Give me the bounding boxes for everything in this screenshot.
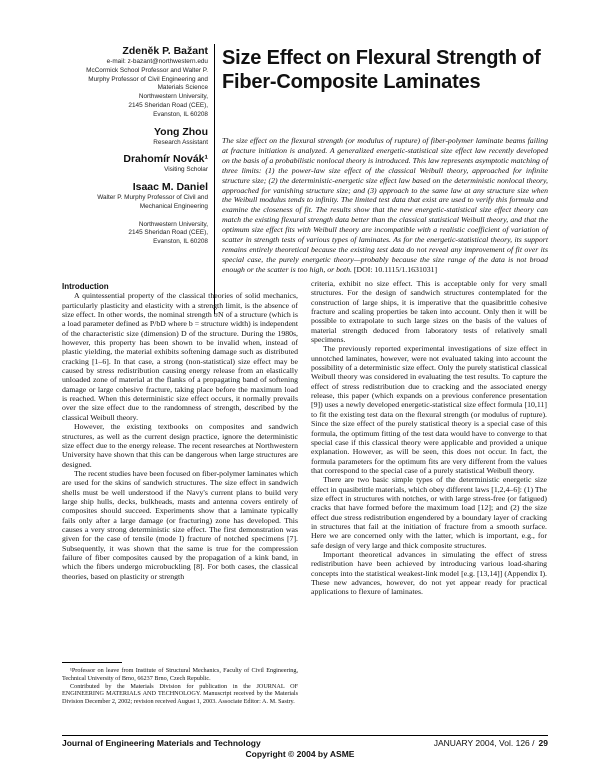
footnotes (62, 667, 298, 706)
section-heading: Introduction (62, 282, 109, 291)
doi[interactable]: [DOI: 10.1115/1.1631031] (353, 264, 438, 274)
author-affiliation: 2145 Sheridan Road (CEE), (128, 229, 208, 237)
author-email[interactable]: e-mail: z-bazant@northwestern.edu (106, 58, 208, 65)
issue-info: JANUARY 2004, Vol. 126 / 29 (433, 738, 548, 748)
paragraph: There are two basic simple types of the deterministic energetic size effect in quasibrittle materials, which obey different laws [1,2,4–6]: (1) The size effect in structures with notches, or with large stress-free (or fatigued) cracks that have formed before the maximum load [12]; and (2) the size effect due stress redistribution engendered by a boundary layer of cracking in structures that fail at the initiation of fracture from a smooth surface. Here we are concerned only with the latter, which is important, e.g., for safe design of very large and thick composite structures. (311, 475, 547, 550)
footnote: ¹Professor on leave from Institute of Structural Mechanics, Faculty of Civil Engineering, Technical University of Brno, 66237 Brno, Czech Republic. (62, 667, 298, 682)
author-affiliation: Materials Science (157, 84, 208, 92)
author-name: Isaac M. Daniel (132, 181, 208, 194)
copyright: Copyright © 2004 by ASME (245, 749, 355, 759)
paragraph: Important theoretical advances in simulating the effect of stress redistribution have been achieved by introducing various load-sharing concepts into the statistical weakest-link model [e.g. [13,14]] (Appendix I). These new advances, however, do not yet appear ready for practical applications to flexure of laminates. (311, 549, 547, 597)
author-affiliation: Visiting Scholar (164, 166, 208, 174)
issue-date: JANUARY 2004, Vol. 126 (433, 738, 530, 748)
page-number: 29 (538, 738, 548, 748)
author-affiliation: Murphy Professor of Civil Engineering and (88, 75, 208, 83)
author-block (80, 45, 208, 247)
footnote-rule (62, 662, 122, 663)
paragraph: The recent studies have been focused on fiber-polymer laminates which are used for the skins of sandwich structures. The size effect in sandwich shells must be well understood if the Navy's current plans to build very large ship hulls, decks, bulkheads, masts and antenna covers entirely of composites should succeed. Experiments show that a laminate typically fails only after a large damage (or fracturing) zone has developed. This causes a very strong deterministic size effect. The first demonstration was given for the case of tensile (mode I) fracture of notched specimens [7]. Subsequently, it was shown that the same is true for the compression failure of fiber composites caused by the propagation of a kink band, in which the fibers undergo microbuckling [8]. For both cases, the classical theories, based on plasticity or strength (62, 468, 298, 581)
author-name: Zdeněk P. Bažant (122, 45, 208, 57)
paragraph: However, the existing textbooks on composites and sandwich structures, as well as the current design practice, ignore the deterministic size effect due to the energy release. The recent researches at Northwestern University have shown that this can be dangerous when large structures are designed. (62, 422, 298, 469)
author-affiliation: Evanston, IL 60208 (153, 238, 208, 246)
footer-rule (62, 735, 548, 736)
left-column (62, 282, 298, 581)
author-affiliation: Walter P. Murphy Professor of Civil and (97, 194, 208, 202)
paragraph: A quintessential property of the classical theories of solid mechanics, particularly plasticity and elasticity with a strength limit, is the absence of size effect. In other words, the nominal strength σN of a structure (which is a load parameter defined as P/bD where b = structure width) is independent of the characteristic size (dimension) D of the structure. During the 1980s, however, this property has been shown to be invalid when, instead of plastic yielding, the material exhibits softening damage such as distributed cracking [1–6]. In that case, a strong (non-statistical) size effect may be caused by stress redistribution causing energy release from an elastically unloaded zone of material at the flanks of a propagating band of softening damage or large cohesive fracture, taking place before the maximum load is reached. When this deterministic size effect occurs, it normally prevails over the size effect due to the randomness of strength, described by the classical Weibull theory. (62, 291, 298, 422)
abstract-text: The size effect on the flexural strength (or modulus of rupture) of fiber-polymer laminate beams failing at fracture initiation is analyzed. A generalized energetic-statistical size effect law recently developed on the basis of a probabilistic nonlocal theory is introduced. This law represents asymptotic matching of three limits: (1) the power-law size effect of the classical Weibull theory, approached for infinite structure size; (2) the deterministic-energetic size effect law based on the deterministic nonlocal theory, approached for vanishing structure size; and (3) approach to the same law at any structure size when the Weibull modulus tends to infinity. The limited test data that exist are used to verify this formula and examine the closeness of fit. The results show that the new energetic-statistical size effect theory can match the existing flexural strength data better than the classical statistical Weibull theory, and that the optimum size effect fits with Weibull theory are incompatible with a realistic coefficient of variation of scatter in strength tests of various types of laminates. As for the energetic-statistical theory, its support remains entirely theoretical because the existing test data do not reveal any improvement of fit over its special case, the purely energetic theory—probably because the size range of the data is not broad enough or the scatter is too high, or both. (222, 136, 548, 274)
footnote: Contributed by the Materials Division for publication in the JOURNAL OF ENGINEERING MATERIALS AND TECHNOLOGY. Manuscript received by the Materials Division December 2, 2002; revision received August 1, 2003. Associate Editor: A. M. Sastry. (62, 682, 298, 706)
author-affiliation: Mechanical Engineering (139, 202, 208, 210)
right-column (311, 279, 547, 597)
author-affiliation: Evanston, IL 60208 (153, 110, 208, 118)
abstract (222, 136, 548, 275)
vertical-divider (214, 44, 215, 314)
author-name: Drahomír Novák¹ (123, 153, 208, 166)
paragraph: criteria, exhibit no size effect. This is acceptable only for very small structures. For the design of sandwich structures contemplated for the construction of large ships, it is imperative that the quasibrittle cohesive fracture and scaling properties be taken into account. Only then it will be possible to extrapolate to such large sizes on the basis of the values of material strength deduced from laboratory tests of relatively small specimens. (311, 279, 547, 345)
author-affiliation: Research Assistant (153, 138, 208, 146)
paper-title: Size Effect on Flexural Strength of Fiber-Composite Laminates (222, 47, 541, 93)
author-affiliation (80, 212, 208, 221)
paragraph: The previously reported experimental investigations of size effect in unnotched laminates, however, were not evaluated taking into account the possibility of a deterministic size effect. Only the purely statistical classical Weibull theory was considered in evaluating the test results. To capture the effect of stress redistribution due to cracking and the associated energy release, this paper (which expands on a previous conference presentation [9]) uses a newly developed energetic-statistical size effect formula [10,11] to fit the existing test data on the flexural strength (or modulus of rupture). Since the size effect of the purely statistical theory is a special case of this formula, the optimum fitting of the test data would have to converge to that special case if this classical theory were applicable and provided a unique explanation. However, as will be seen, this does not occur. In fact, the formula parameters for the optimum fits are very different from the values that correspond to the special case of a purely statistical Weibull theory. (311, 344, 547, 475)
author-affiliation: Northwestern University, (138, 93, 208, 101)
author-affiliation: McCormick School Professor and Walter P. (86, 66, 208, 74)
author-affiliation: 2145 Sheridan Road (CEE), (128, 101, 208, 109)
journal-name: Journal of Engineering Materials and Technology (62, 738, 261, 748)
author-affiliation: Northwestern University, (138, 220, 208, 228)
author-name: Yong Zhou (153, 125, 208, 138)
